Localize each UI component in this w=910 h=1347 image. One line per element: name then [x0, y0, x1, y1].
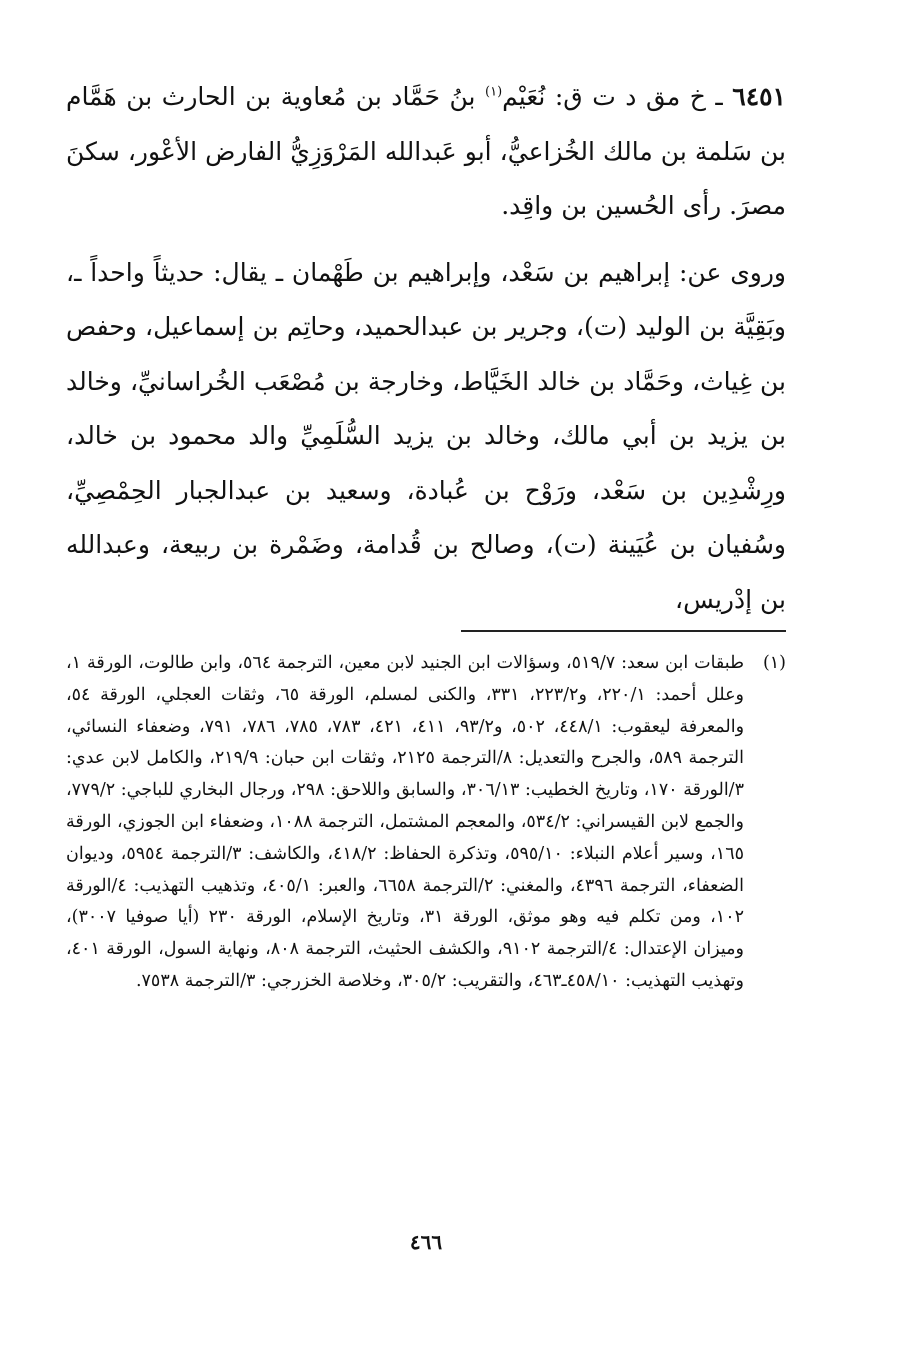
biography-entry: [66, 70, 786, 627]
page-number: ٤٦٦: [409, 1230, 443, 1254]
entry-header-paragraph: [66, 70, 786, 234]
book-page: [66, 70, 786, 1290]
footnote-text: طبقات ابن سعد: ٥١٩/٧، وسؤالات ابن الجنيد لابن معين، الترجمة ٥٦٤، وابن طالوت، الورقة ١، وعلل أحمد: ٢٢٠/١، و٢٢٣/٢، ٣٣١، والكنى لمسلم، الورقة ٦٥، وثقات العجلي، الورقة ٥٤، والمعرفة ليعقوب: ٤٤٨/١، ٥٠٢، و٩٣/٢، ٤١١، ٤٢١، ٧٨٣، ٧٨٥، ٧٨٦، ٧٩١، وضعفاء النسائي، الترجمة ٥٨٩، والجرح والتعديل: ٨/الترجمة ٢١٢٥، وثقات ابن حبان: ٢١٩/٩، والكامل لابن عدي: ٣/الورقة ١٧٠، وتاريخ الخطيب: ٣٠٦/١٣، والسابق واللاحق: ٢٩٨، ورجال البخاري للباجي: ٧٧٩/٢، والجمع لابن القيسراني: ٥٣٤/٢، والمعجم المشتمل، الترجمة ١٠٨٨، وضعفاء ابن الجوزي، الورقة ١٦٥، وسير أعلام النبلاء: ٥٩٥/١٠، وتذكرة الحفاظ: ٤١٨/٢، والكاشف: ٣/الترجمة ٥٩٥٤، وديوان الضعفاء، الترجمة ٤٣٩٦، والمغني: ٢/الترجمة ٦٦٥٨، والعبر: ٤٠٥/١، وتذهيب التهذيب: ٤/الورقة ١٠٢، ومن تكلم فيه وهو موثق، الورقة ٣١، وتاريخ الإسلام، الورقة ٢٣٠ (أيا صوفيا ٣٠٠٧)، وميزان الإعتدال: ٤/الترجمة ٩١٠٢، والكشف الحثيث، الترجمة ٨٠٨، ونهاية السول، الورقة ٤٠١، وتهذيب التهذيب: ٤٥٨/١٠ـ٤٦٣، والتقريب: ٣٠٥/٢، وخلاصة الخزرجي: ٣/الترجمة ٧٥٣٨.: [66, 653, 745, 991]
entry-number: ٦٤٥١: [732, 82, 786, 111]
footnote-item: [66, 648, 786, 998]
entry-dash: ـ: [705, 82, 733, 111]
footnote-marker: (١): [762, 653, 786, 673]
entry-lineage: بنُ حَمَّاد بن مُعاوية بن الحارث بن هَمَّام بن سَلمة بن مالك الخُزاعيُّ، أبو عَبدالله المَرْوَزِيُّ الفارض الأعْور، سكنَ مصرَ. رأى الحُسين بن واقِد.: [66, 82, 786, 220]
footnote-reference: (١): [485, 84, 503, 100]
narrations-paragraph: وروى عن: إبراهيم بن سَعْد، وإبراهيم بن طَهْمان ـ يقال: حديثاً واحداً ـ، وبَقِيَّة بن الوليد (ت)، وجرير بن عبدالحميد، وحاتِم بن إسماعيل، وحفص بن غِياث، وحَمَّاد بن خالد الخَيَّاط، وخارجة بن مُصْعَب الخُراسانيِّ، وخالد بن يزيد بن أبي مالك، وخالد بن يزيد السُّلَمِيِّ والد محمود بن خالد، ورِشْدِين بن سَعْد، ورَوْح بن عُبادة، وسعيد بن عبدالجبار الحِمْصِيِّ، وسُفيان بن عُيَينة (ت)، وصالح بن قُدامة، وضَمْرة بن ربيعة، وعبدالله بن إدْريس،: [66, 257, 786, 614]
footnote-divider: [461, 630, 786, 632]
footnotes-section: [66, 648, 786, 998]
entry-name: خ مق د ت ق: نُعَيْم: [502, 82, 706, 111]
